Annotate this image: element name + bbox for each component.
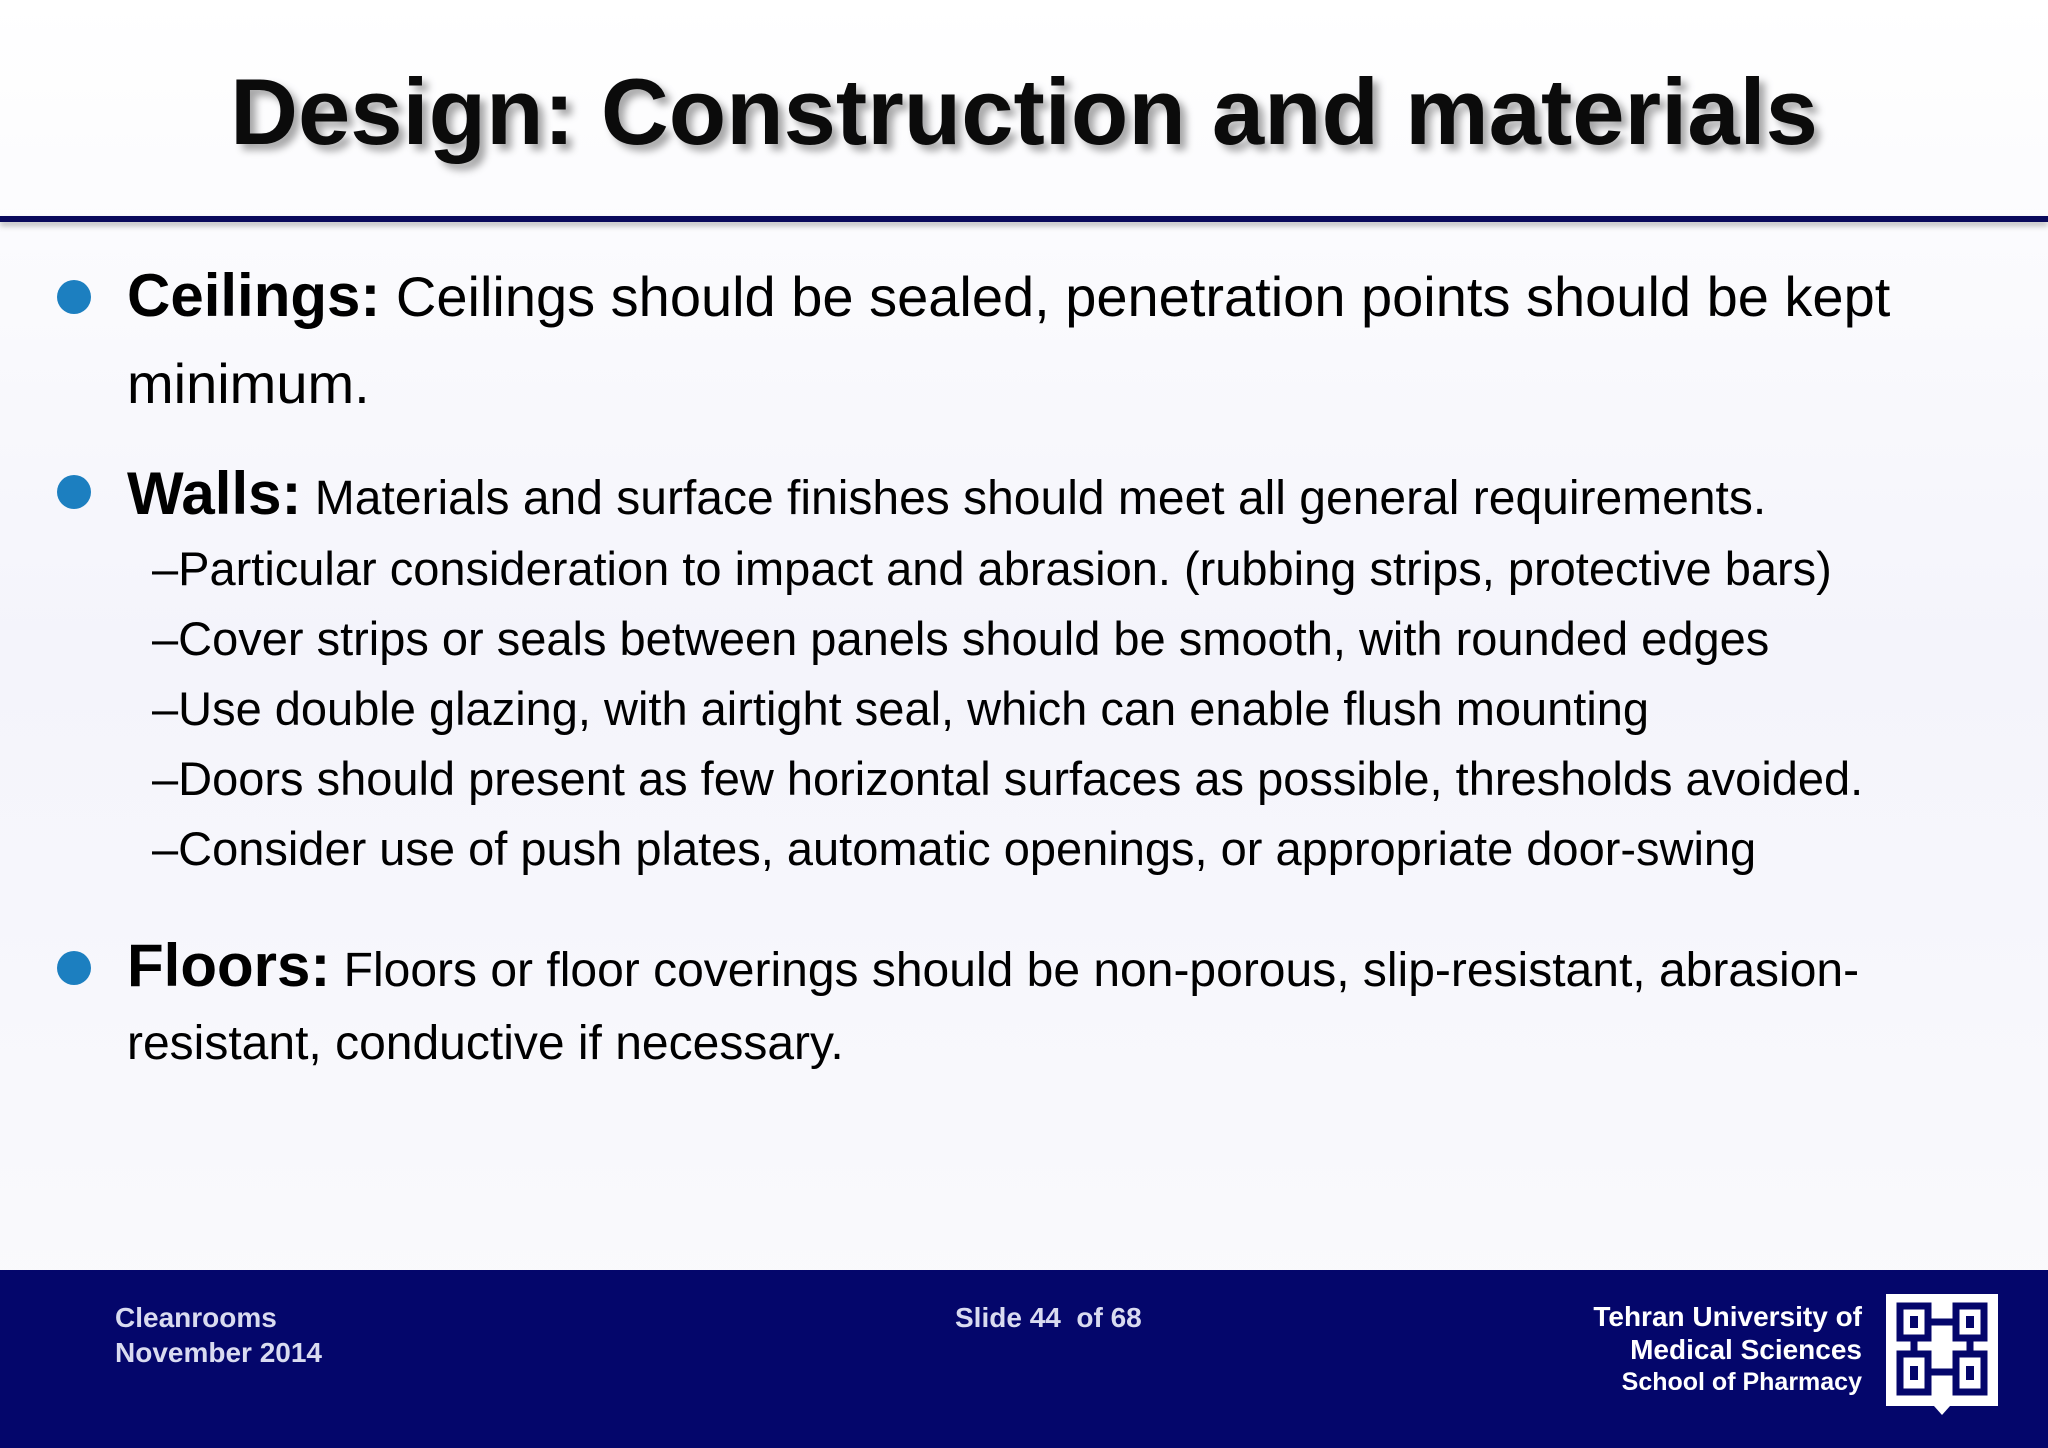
floors-paragraph	[127, 932, 2007, 1086]
footer-course-info	[115, 1300, 322, 1370]
dash-icon: –	[152, 612, 179, 665]
walls-item-text: Doors should present as few horizontal surfaces as possible, thresholds avoided.	[178, 752, 1864, 805]
ceilings-text: Ceilings should be sealed, penetration points should be kept minimum.	[127, 265, 1891, 415]
university-logo-icon	[1886, 1294, 1998, 1416]
ceilings-heading: Ceilings:	[127, 262, 381, 329]
slide-footer	[0, 1270, 2048, 1448]
university-line-2: Medical Sciences	[1630, 1334, 1862, 1365]
walls-paragraph	[127, 458, 2007, 546]
school-name: School of Pharmacy	[1621, 1368, 1862, 1396]
list-item	[152, 674, 2032, 744]
walls-text: Materials and surface finishes should meet all general requirements.	[301, 472, 1767, 525]
footer-date: November 2014	[115, 1337, 323, 1368]
walls-heading: Walls:	[127, 460, 302, 527]
walls-item-text: Use double glazing, with airtight seal, which can enable flush mounting	[178, 682, 1650, 735]
ceilings-paragraph	[127, 260, 2007, 435]
list-item	[152, 604, 2032, 674]
list-item	[152, 534, 2032, 604]
bullet-dot-icon	[57, 951, 91, 985]
dash-icon: –	[152, 752, 179, 805]
walls-item-text: Consider use of push plates, automatic openings, or appropriate door-swing	[178, 822, 1757, 875]
dash-icon: –	[152, 822, 179, 875]
university-line-1: Tehran University of	[1593, 1301, 1862, 1332]
walls-item-text: Particular consideration to impact and abrasion. (rubbing strips, protective bars)	[178, 542, 1832, 595]
bullet-dot-icon	[57, 475, 91, 509]
list-item	[152, 744, 2032, 814]
bullet-dot-icon	[57, 280, 91, 314]
dash-icon: –	[152, 682, 179, 735]
list-item	[152, 814, 2032, 884]
walls-item-text: Cover strips or seals between panels should be smooth, with rounded edges	[178, 612, 1770, 665]
floors-text: Floors or floor coverings should be non-porous, slip-resistant, abrasion-resistant, conductive if necessary.	[127, 944, 1860, 1070]
slide-title: Design: Construction and materials	[230, 59, 1818, 164]
footer-course: Cleanrooms	[115, 1302, 277, 1333]
slide-number: Slide 44 of 68	[955, 1302, 1142, 1333]
floors-heading: Floors:	[127, 932, 331, 999]
walls-sub-list	[152, 534, 2032, 884]
footer-institution	[1593, 1300, 1862, 1399]
dash-icon: –	[152, 542, 179, 595]
